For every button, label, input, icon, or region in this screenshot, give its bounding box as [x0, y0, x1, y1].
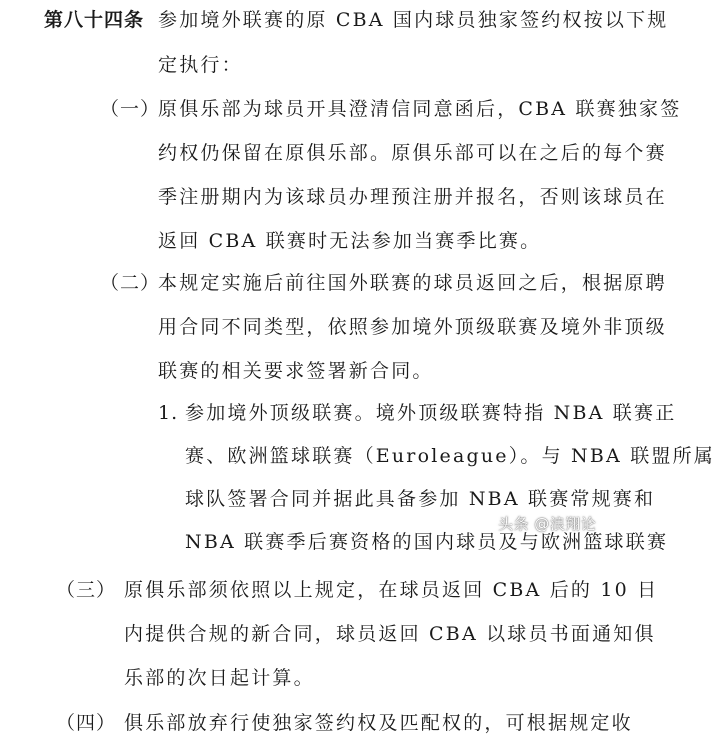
clause-3-line-1: 原俱乐部须依照以上规定，在球员返回 CBA 后的 10 日: [124, 579, 659, 601]
clause-1-marker: （一）: [100, 98, 161, 120]
clause-1-line-3: 季注册期内为该球员办理预注册并报名，否则该球员在: [158, 186, 667, 208]
clause-2-line-3: 联赛的相关要求签署新合同。: [158, 360, 434, 382]
clause-2-marker: （二）: [100, 272, 161, 294]
clause-1-line-2: 约权仍保留在原俱乐部。原俱乐部可以在之后的每个赛: [158, 142, 667, 164]
subitem-1-line-1: 参加境外顶级联赛。境外顶级联赛特指 NBA 联赛正: [185, 402, 677, 424]
subitem-1-marker: 1.: [158, 402, 179, 424]
subitem-1-line-2: 赛、欧洲篮球联赛（Euroleague）。与 NBA 联盟所属: [185, 445, 715, 467]
clause-3-line-3: 乐部的次日起计算。: [124, 667, 315, 689]
watermark: 头条 @浪翔论: [498, 515, 597, 533]
clause-4-line-1: 俱乐部放弃行使独家签约权及匹配权的，可根据规定收: [124, 712, 633, 734]
subitem-1-line-3: 球队签署合同并据此具备参加 NBA 联赛常规赛和: [185, 488, 656, 510]
clause-4-marker: （四）: [56, 712, 117, 734]
article-number: 第八十四条: [44, 9, 145, 31]
subitem-1-line-4: NBA 联赛季后赛资格的国内球员及与欧洲篮球联赛: [185, 531, 669, 553]
article-heading-line-1: 参加境外联赛的原 CBA 国内球员独家签约权按以下规: [158, 9, 669, 31]
clause-1-line-1: 原俱乐部为球员开具澄清信同意函后，CBA 联赛独家签: [158, 98, 682, 120]
clause-2-line-1: 本规定实施后前往国外联赛的球员返回之后，根据原聘: [158, 272, 667, 294]
clause-3-marker: （三）: [56, 579, 117, 601]
clause-3-line-2: 内提供合规的新合同，球员返回 CBA 以球员书面通知俱: [124, 623, 656, 645]
article-heading-line-2: 定执行：: [158, 54, 243, 76]
clause-1-line-4: 返回 CBA 联赛时无法参加当赛季比赛。: [158, 230, 542, 252]
clause-2-line-2: 用合同不同类型，依照参加境外顶级联赛及境外非顶级: [158, 316, 667, 338]
